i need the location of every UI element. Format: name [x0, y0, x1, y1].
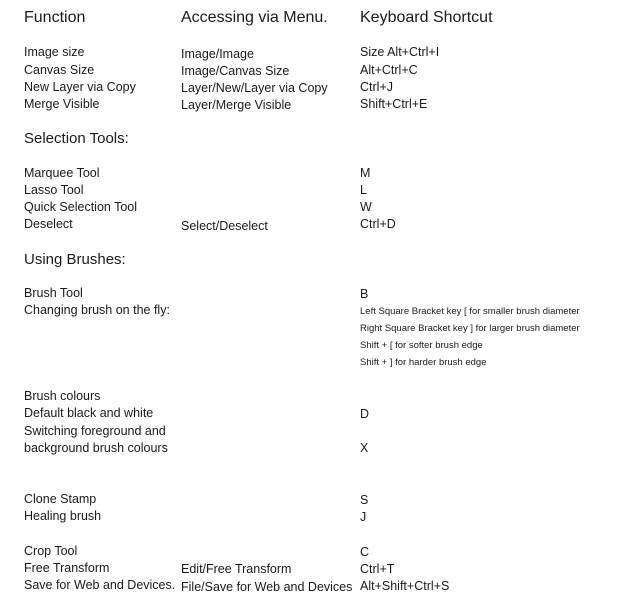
general-function-canvas-size: Canvas Size: [24, 63, 95, 77]
clone-stamp-shortcut: S: [360, 493, 369, 507]
selection-shortcut-quick: W: [360, 200, 372, 214]
switching-colours-shortcut: X: [360, 441, 369, 455]
brush-tool-shortcut: B: [360, 287, 369, 301]
general-shortcut-new-layer: Ctrl+J: [360, 80, 393, 94]
general-menu-canvas-size: Image/Canvas Size: [181, 64, 290, 78]
selection-function-lasso: Lasso Tool: [24, 183, 84, 197]
save-for-web-shortcut: Alt+Shift+Ctrl+S: [360, 579, 450, 593]
brush-note-softer-edge: Shift + [ for softer brush edge: [360, 340, 483, 351]
selection-function-deselect: Deselect: [24, 217, 73, 231]
selection-function-quick: Quick Selection Tool: [24, 200, 138, 214]
save-for-web-menu: File/Save for Web and Devices: [181, 580, 353, 594]
general-function-image-size: Image size: [24, 45, 85, 59]
general-shortcut-canvas-size: Alt+Ctrl+C: [360, 63, 418, 77]
save-for-web-function: Save for Web and Devices.: [24, 578, 176, 592]
general-menu-image-size: Image/Image: [181, 47, 254, 61]
general-shortcut-merge-visible: Shift+Ctrl+E: [360, 97, 428, 111]
brush-tool-function: Brush Tool: [24, 286, 83, 300]
default-colours-shortcut: D: [360, 407, 370, 421]
brush-colours-heading: Brush colours: [24, 389, 101, 403]
selection-menu-deselect: Select/Deselect: [181, 219, 268, 233]
switching-colours-function-line2: background brush colours: [24, 441, 168, 455]
crop-tool-shortcut: C: [360, 545, 370, 559]
free-transform-function: Free Transform: [24, 561, 110, 575]
selection-function-marquee: Marquee Tool: [24, 166, 100, 180]
header-shortcut: Keyboard Shortcut: [360, 9, 493, 26]
selection-shortcut-lasso: L: [360, 183, 367, 197]
brush-note-larger-diameter: Right Square Bracket key ] for larger brush diameter: [360, 323, 580, 334]
brush-note-harder-edge: Shift + ] for harder brush edge: [360, 357, 487, 368]
selection-shortcut-deselect: Ctrl+D: [360, 217, 396, 231]
crop-tool-function: Crop Tool: [24, 544, 78, 558]
general-function-new-layer: New Layer via Copy: [24, 80, 136, 94]
brush-on-the-fly-function: Changing brush on the fly:: [24, 303, 170, 317]
header-menu: Accessing via Menu.: [181, 9, 328, 26]
brush-note-smaller-diameter: Left Square Bracket key [ for smaller brush diameter: [360, 306, 580, 317]
brushes-heading: Using Brushes:: [24, 251, 126, 268]
free-transform-shortcut: Ctrl+T: [360, 562, 395, 576]
general-menu-new-layer: Layer/New/Layer via Copy: [181, 81, 328, 95]
healing-brush-shortcut: J: [360, 510, 367, 524]
general-function-merge-visible: Merge Visible: [24, 97, 100, 111]
general-menu-merge-visible: Layer/Merge Visible: [181, 98, 292, 112]
default-colours-function: Default black and white: [24, 406, 154, 420]
healing-brush-function: Healing brush: [24, 509, 102, 523]
selection-heading: Selection Tools:: [24, 130, 129, 147]
free-transform-menu: Edit/Free Transform: [181, 562, 292, 576]
general-shortcut-image-size: Size Alt+Ctrl+I: [360, 45, 440, 59]
header-function: Function: [24, 9, 86, 26]
switching-colours-function-line1: Switching foreground and: [24, 424, 166, 438]
selection-shortcut-marquee: M: [360, 166, 371, 180]
clone-stamp-function: Clone Stamp: [24, 492, 97, 506]
